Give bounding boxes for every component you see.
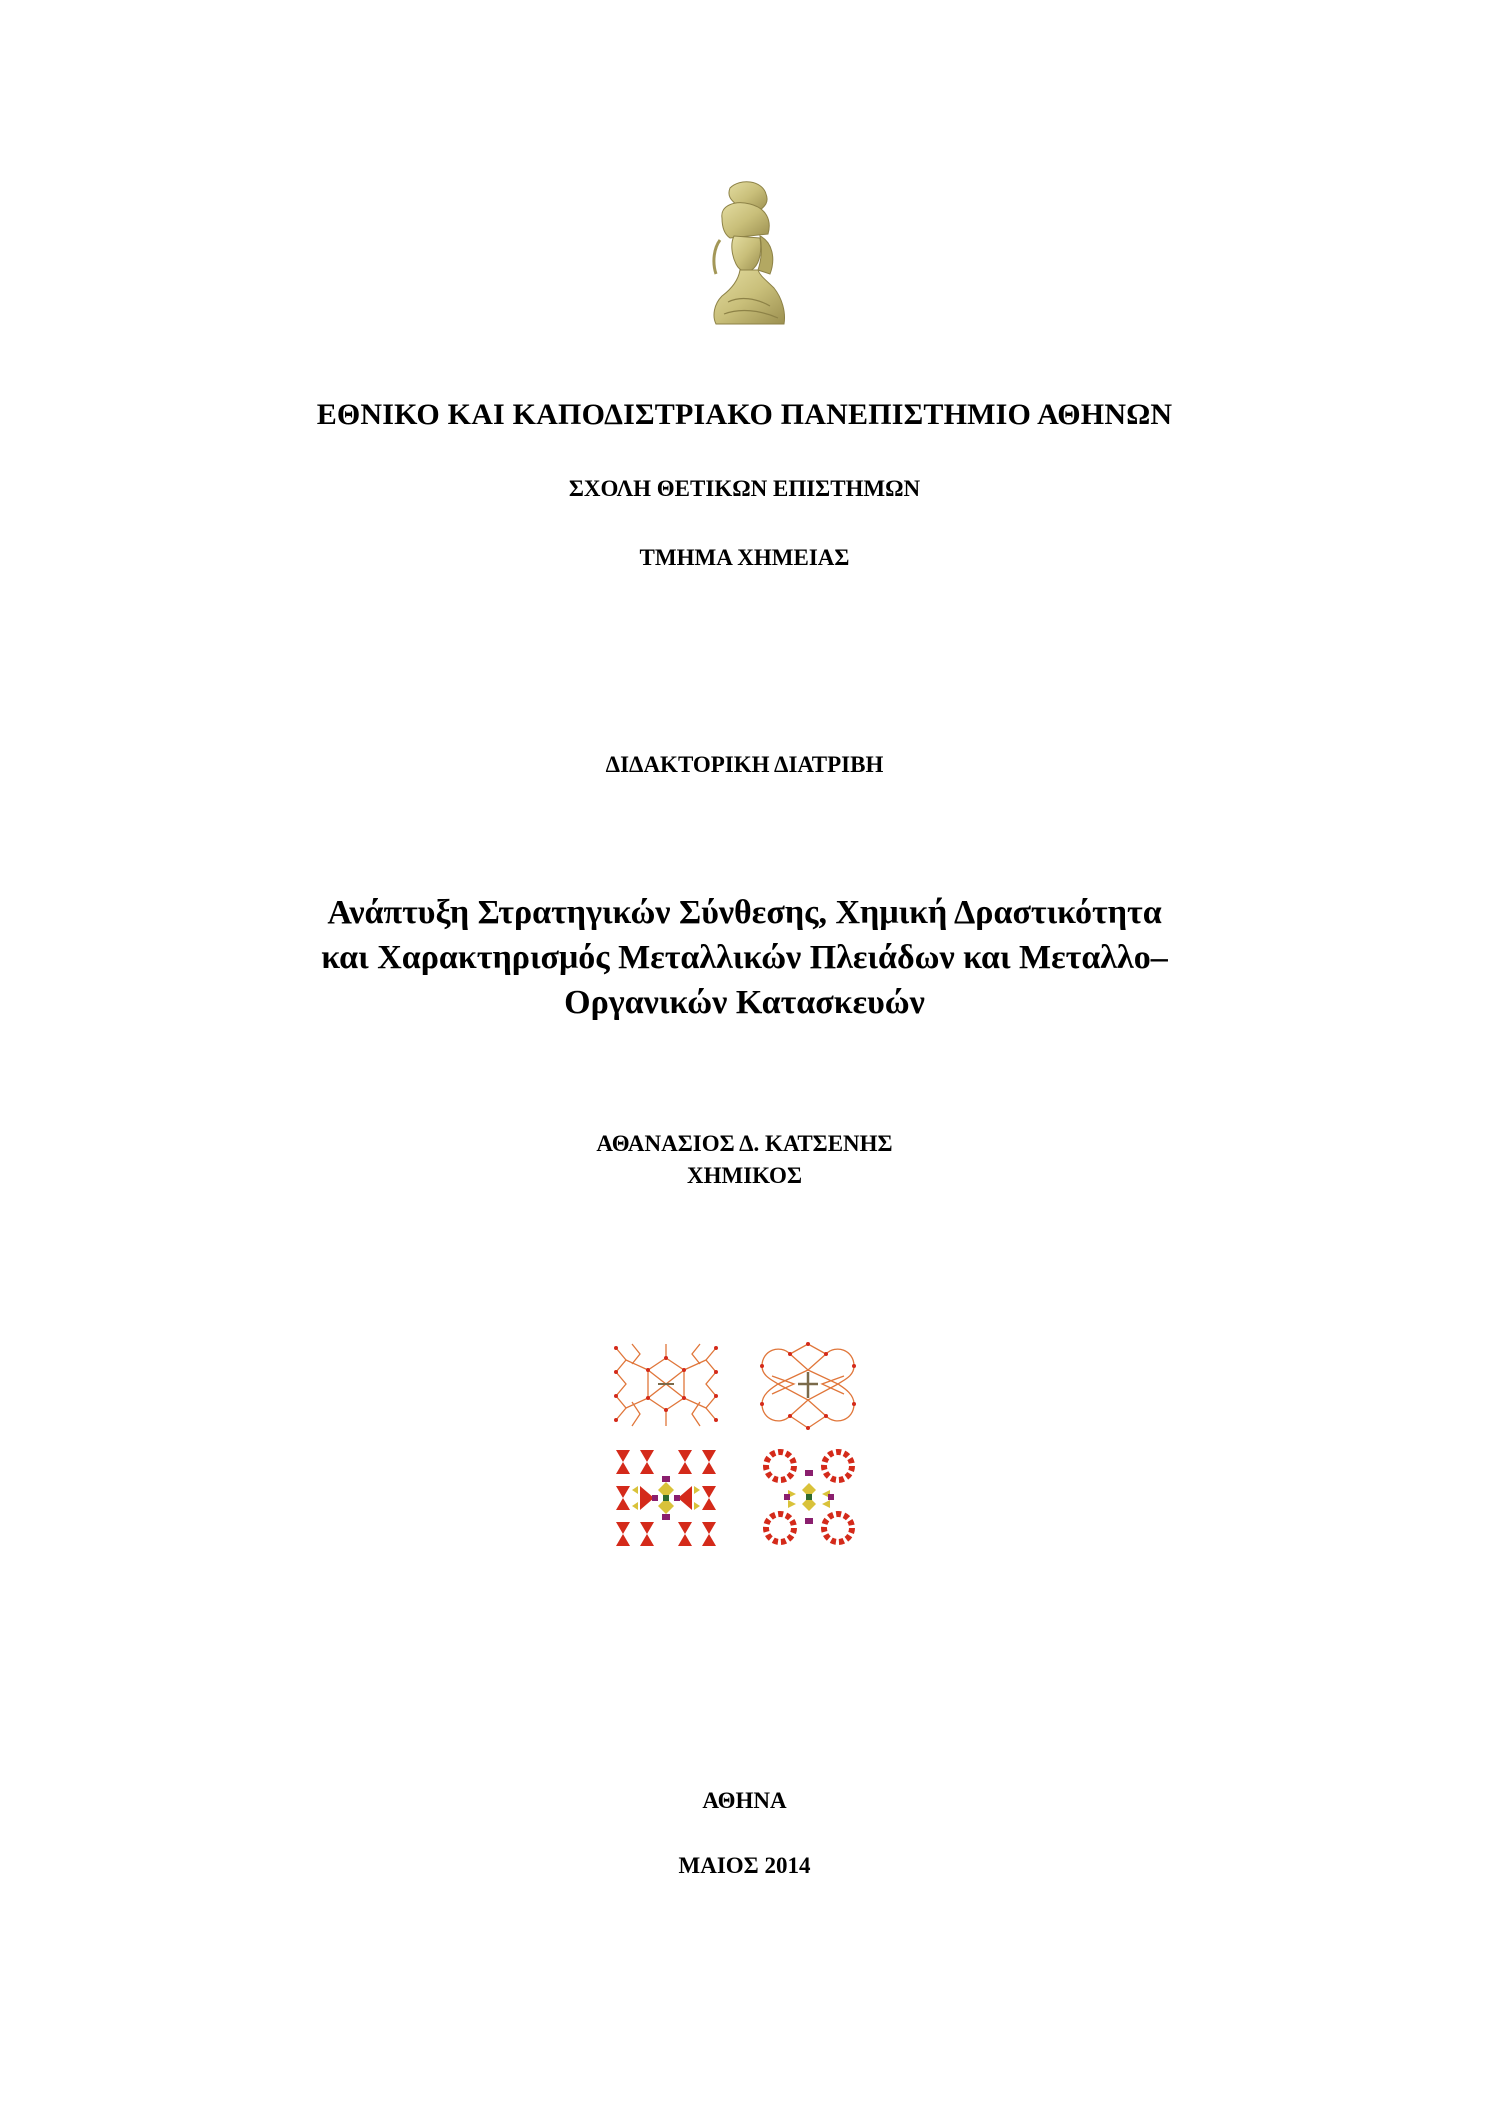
thesis-title-line-1: Ανάπτυξη Στρατηγικών Σύνθεσης, Χημική Δραστικότητα [327,894,1162,931]
crystal-structure-figure [612,1340,880,1562]
thesis-type: ΔΙΔΑΚΤΟΡΙΚΗ ΔΙΑΤΡΙΒΗ [605,752,884,777]
thesis-title-line-3: Οργανικών Κατασκευών [564,984,925,1021]
author-name: ΑΘΑΝΑΣΙΟΣ Δ. ΚΑΤΣΕΝΗΣ [596,1131,893,1156]
school-name: ΣΧΟΛΗ ΘΕΤΙΚΩΝ ΕΠΙΣΤΗΜΩΝ [568,476,921,501]
city: ΑΘΗΝΑ [702,1788,787,1813]
department-name: ΤΜΗΜΑ ΧΗΜΕΙΑΣ [639,545,850,570]
publication-date: ΜΑΙΟΣ 2014 [678,1853,811,1878]
framework-wireframe-panel-right [762,1344,854,1428]
polyhedra-panel-right [766,1452,852,1542]
polyhedra-panel-left [616,1450,716,1546]
university-name: ΕΘΝΙΚΟ ΚΑΙ ΚΑΠΟΔΙΣΤΡΙΑΚΟ ΠΑΝΕΠΙΣΤΗΜΙΟ ΑΘΗΝΩΝ [316,398,1173,431]
university-emblem-logo [700,178,790,326]
thesis-title-line-2: και Χαρακτηρισμός Μεταλλικών Πλειάδων και Μεταλλο– [321,939,1168,976]
author-role: ΧΗΜΙΚΟΣ [687,1163,802,1188]
